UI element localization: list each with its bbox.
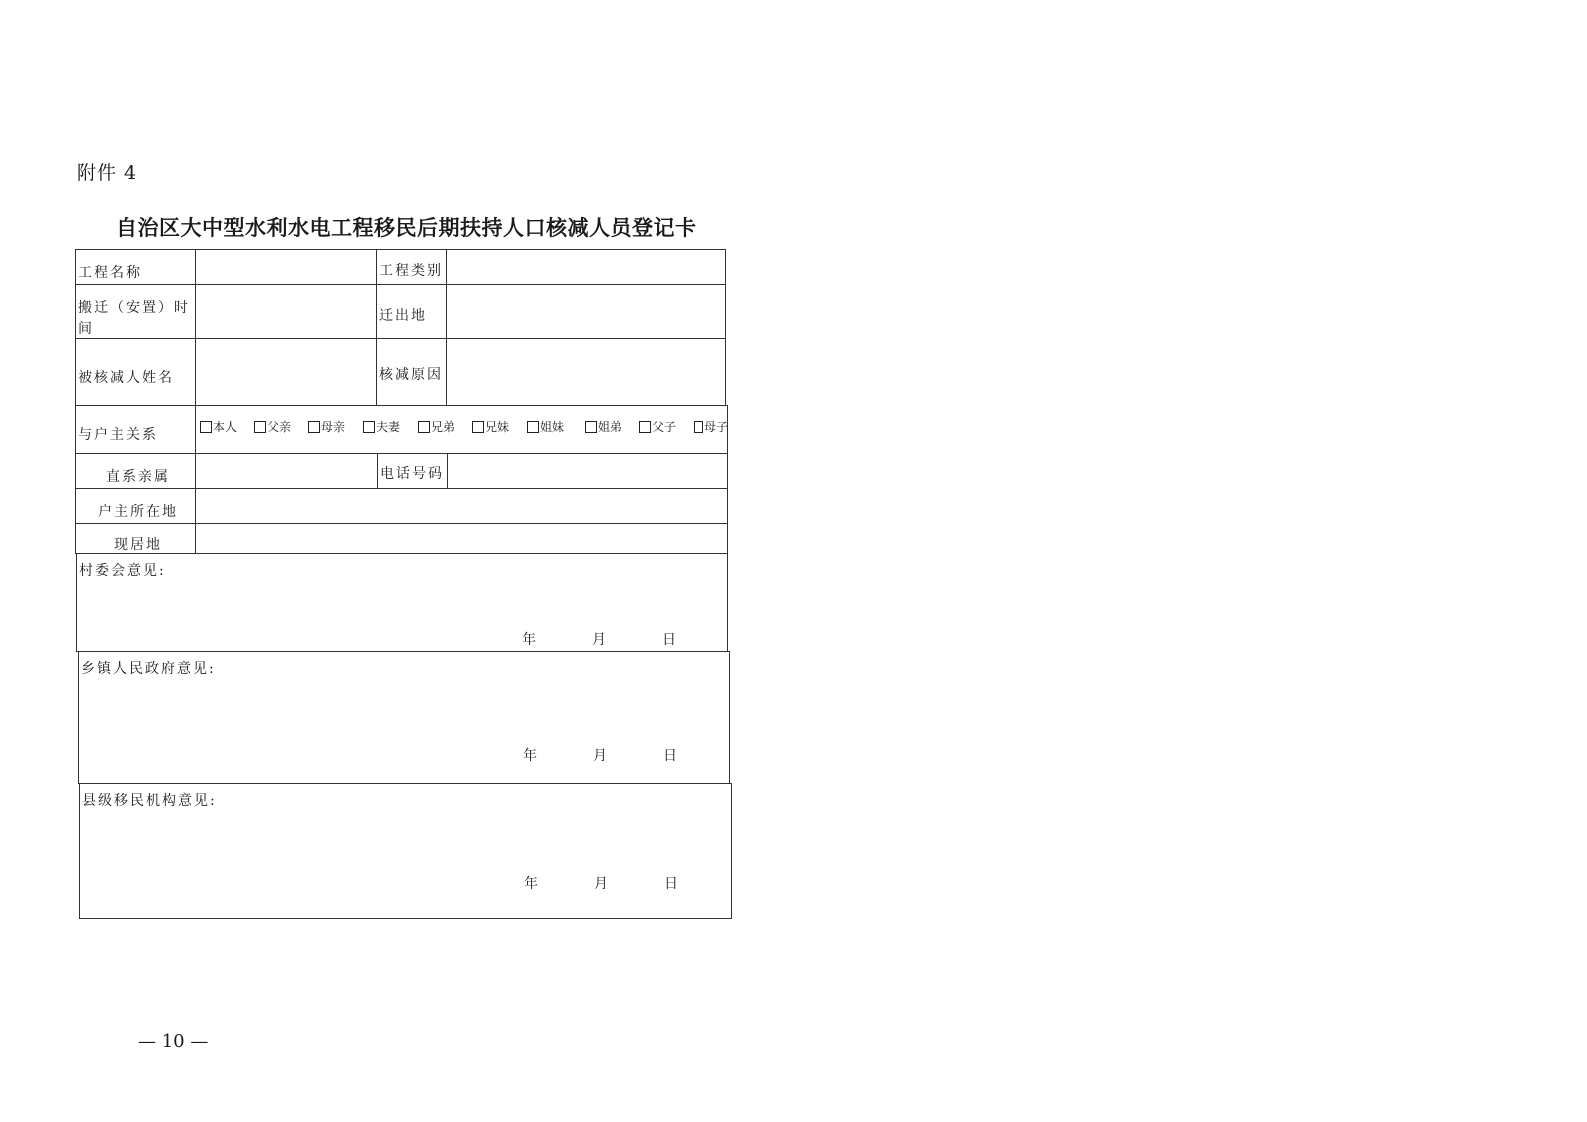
form-title: 自治区大中型水利水电工程移民后期扶持人口核减人员登记卡 [116,215,697,240]
opinion-right-1 [727,553,728,651]
moved-out-from-field[interactable] [448,286,724,337]
row-line-4 [75,453,728,454]
col-line-label [195,249,196,554]
phone-label: 电话号码 [380,466,444,482]
phone-field[interactable] [449,455,726,487]
year-label: 年 [522,632,536,648]
checkbox-icon[interactable] [363,421,375,433]
col-line-mid2-upper [446,249,447,406]
project-type-field[interactable] [448,251,724,283]
month-label: 月 [593,748,607,764]
row-line-6 [75,523,728,524]
project-type-label: 工程类别 [379,263,443,279]
current-residence-field[interactable] [197,525,726,552]
col-line-mid-phone [377,453,378,488]
household-location-field[interactable] [197,490,726,522]
checkbox-icon[interactable] [472,421,484,433]
direct-relatives-label: 直系亲属 [106,469,170,485]
relationship-option-mother[interactable]: 母亲 [308,418,345,435]
relocation-time-field[interactable] [197,286,374,337]
relocation-time-label-line2: 间 [78,321,94,337]
row-line-1 [75,284,726,285]
table-border-top [75,249,726,250]
year-label: 年 [524,876,538,892]
row-line-7 [76,553,728,554]
col-line-mid-upper [376,249,377,406]
attachment-label: 附件 4 [77,162,138,184]
opinion-right-3 [731,783,732,919]
village-committee-opinion-label: 村委会意见: [79,563,166,579]
year-label: 年 [523,748,537,764]
relationship-label: 与户主关系 [78,427,158,443]
relationship-option-brothers[interactable]: 兄弟 [418,418,455,435]
checkbox-icon[interactable] [585,421,597,433]
township-government-opinion-field[interactable] [80,680,726,740]
table-border-right-upper [725,249,726,405]
relationship-option-brother-sister[interactable]: 兄妹 [472,418,509,435]
project-name-field[interactable] [197,251,374,283]
checkbox-icon[interactable] [200,421,212,433]
checkbox-icon[interactable] [527,421,539,433]
household-location-label: 户主所在地 [98,504,178,520]
county-agency-opinion-field[interactable] [81,812,727,872]
row-line-5 [75,488,728,489]
relationship-option-father[interactable]: 父亲 [254,418,291,435]
month-label: 月 [594,876,608,892]
page-number: — 10 — [138,1031,209,1052]
relationship-option-spouse[interactable]: 夫妻 [363,418,400,435]
table-border-bottom [79,918,732,919]
deducted-person-name-label: 被核减人姓名 [78,370,174,386]
township-government-opinion-label: 乡镇人民政府意见: [81,661,216,677]
checkbox-icon[interactable] [308,421,320,433]
table-border-left-upper [75,249,76,554]
checkbox-icon[interactable] [418,421,430,433]
village-committee-opinion-field[interactable] [78,580,724,625]
col-line-mid2-phone [447,453,448,488]
direct-relatives-field[interactable] [197,455,375,487]
relocation-time-label-line1: 搬迁（安置）时 [78,300,190,316]
checkbox-icon[interactable] [639,421,651,433]
deduction-reason-field[interactable] [448,340,724,404]
month-label: 月 [592,632,606,648]
row-line-2 [75,338,726,339]
day-label: 日 [662,632,676,648]
relationship-option-father-son[interactable]: 父子 [639,418,676,435]
relationship-option-sister-brother[interactable]: 姐弟 [585,418,622,435]
relationship-option-self[interactable]: 本人 [200,418,237,435]
opinion-left-2 [78,651,79,783]
relationship-option-sisters[interactable]: 姐妹 [527,418,564,435]
current-residence-label: 现居地 [114,537,162,553]
checkbox-icon[interactable] [694,421,703,433]
day-label: 日 [664,876,678,892]
county-agency-opinion-label: 县级移民机构意见: [82,793,217,809]
row-line-3 [75,405,728,406]
moved-out-from-label: 迁出地 [379,308,427,324]
project-name-label: 工程名称 [78,265,142,281]
opinion-left-3 [79,783,80,919]
deducted-person-name-field[interactable] [197,340,374,404]
deduction-reason-label: 核减原因 [379,367,443,383]
relationship-option-mother-son[interactable]: 母子 [694,418,728,435]
day-label: 日 [663,748,677,764]
opinion-line-1 [76,651,729,652]
opinion-line-2 [78,783,731,784]
opinion-right-2 [729,651,730,783]
checkbox-icon[interactable] [254,421,266,433]
opinion-left-1 [76,553,77,651]
